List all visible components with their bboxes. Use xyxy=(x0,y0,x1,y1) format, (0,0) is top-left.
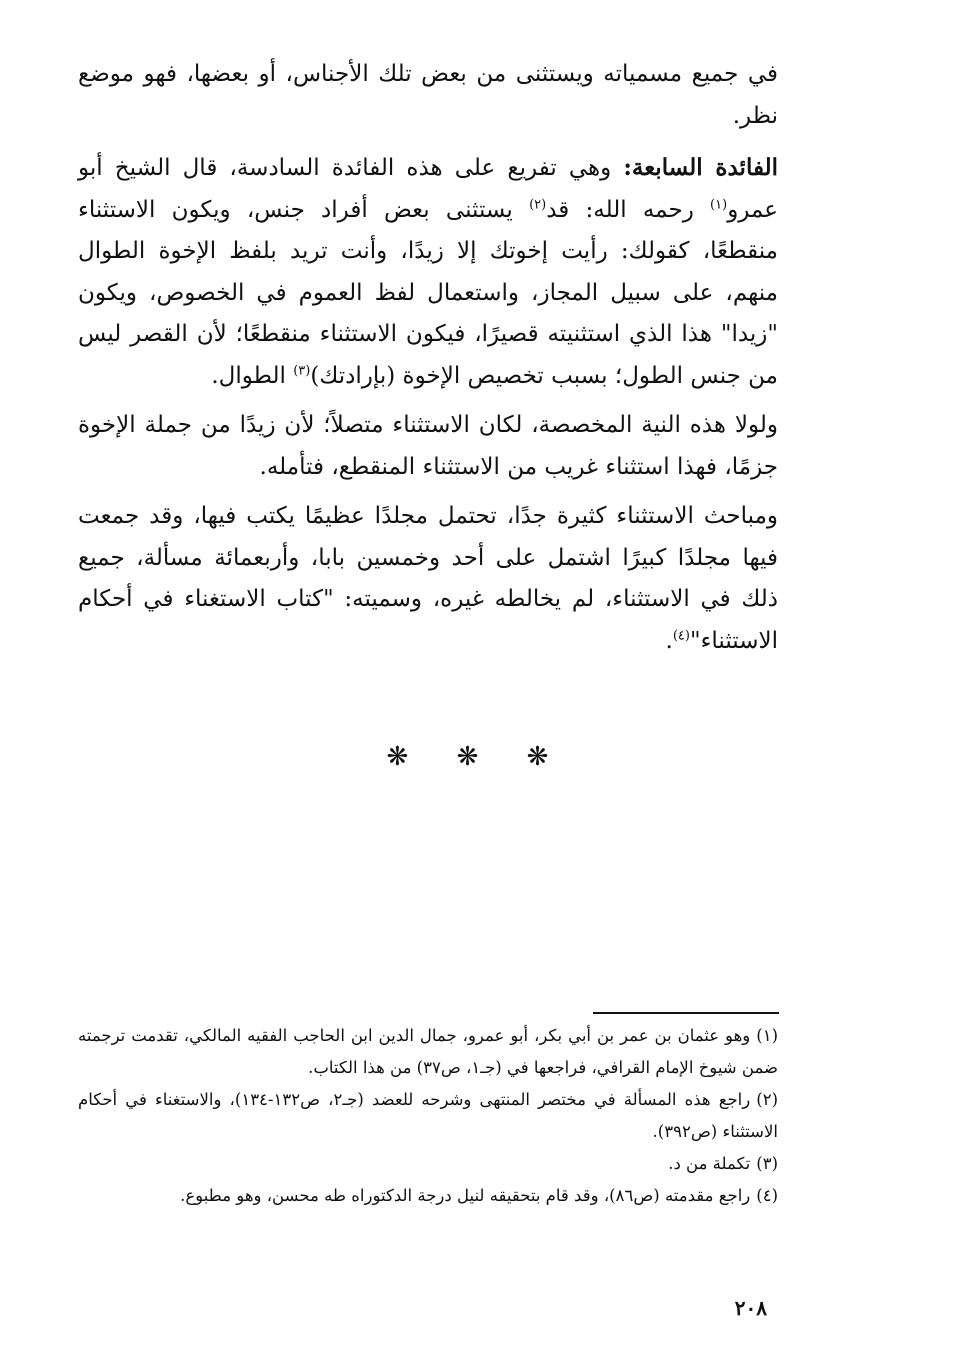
paragraph-2 xyxy=(78,147,778,397)
footnote-number: (٣) xyxy=(756,1154,778,1173)
footnote-1 xyxy=(78,1020,778,1084)
footnote-text: راجع مقدمته (ص٨٦)، وقد قام بتحقيقه لنيل درجة الدكتوراه طه محسن، وهو مطبوع. xyxy=(180,1186,751,1205)
footnote-text: وهو عثمان بن عمر بن أبي بكر، أبو عمرو، جمال الدين ابن الحاجب الفقيه المالكي، تقدمت ترجمته ضمن شيوخ الإمام القرافي، فراجعها في (جـ١، ص٣٧) من هذا الكتاب. xyxy=(78,1026,778,1077)
paragraph-1-text: في جميع مسمياته ويستثنى من بعض تلك الأجناس، أو بعضها، فهو موضع نظر. xyxy=(78,61,778,129)
paragraph-4 xyxy=(78,496,778,662)
footnote-ref-2: (٢) xyxy=(529,196,547,212)
footnote-3 xyxy=(78,1148,778,1180)
paragraph-2-text-b: رحمه الله: قد xyxy=(546,196,711,223)
footnote-ref-3: (٣) xyxy=(293,362,311,378)
footnote-ref-1: (١) xyxy=(710,196,728,212)
paragraph-3-text: ولولا هذه النية المخصصة، لكان الاستثناء متصلاً؛ لأن زيدًا من جملة الإخوة جزمًا، فهذا استثناء غريب من الاستثناء المنقطع، فتأمله. xyxy=(78,412,778,480)
paragraph-2-text-d: الطوال. xyxy=(211,362,294,389)
main-text xyxy=(78,54,778,670)
footnote-number: (١) xyxy=(756,1026,778,1045)
paragraph-4-text-a: ومباحث الاستثناء كثيرة جدًا، تحتمل مجلدًا عظيمًا يكتب فيها، وقد جمعت فيها مجلدًا كبيرًا اشتمل على أحد وخمسين بابا، وأربعمائة مسألة، جميع ذلك في الاستثناء، لم يخالطه غيره، وسميته: "كتاب الاستغناء في أحكام الاستثناء" xyxy=(78,503,778,654)
footnote-ref-4: (٤) xyxy=(672,627,690,643)
footnote-2 xyxy=(78,1084,778,1148)
footnote-text: تكملة من د. xyxy=(668,1154,751,1173)
section-heading: الفائدة السابعة: xyxy=(623,154,778,181)
footnotes xyxy=(78,1020,778,1212)
footnote-4 xyxy=(78,1180,778,1212)
paragraph-2-text-a: وهي تفريع على هذه الفائدة السادسة، قال الشيخ أبو عمرو xyxy=(78,155,779,223)
footnote-number: (٢) xyxy=(756,1090,778,1109)
paragraph-3 xyxy=(78,405,778,488)
paragraph-2-text-c: يستثنى بعض أفراد جنس، ويكون الاستثناء منقطعًا، كقولك: رأيت إخوتك إلا زيدًا، وأنت تريد بلفظ الإخوة الطوال منهم، على سبيل المجاز، واستعمال لفظ العموم في الخصوص، ويكون "زيدا" هذا الذي استثنيته قصيرًا، فيكون الاستثناء منقطعًا؛ لأن القصر ليس من جنس الطول؛ بسبب تخصيص الإخوة (بإرادتك) xyxy=(78,196,778,389)
footnote-divider xyxy=(593,1012,779,1014)
footnote-number: (٤) xyxy=(756,1186,778,1205)
section-separator: ❋ ❋ ❋ xyxy=(386,742,569,772)
footnote-text: راجع هذه المسألة في مختصر المنتهى وشرحه للعضد (جـ٢، ص١٣٢-١٣٤)، والاستغناء في أحكام الاستثناء (ص٣٩٢). xyxy=(78,1090,778,1141)
paragraph-1 xyxy=(78,54,778,137)
page-number: ٢٠٨ xyxy=(734,1296,767,1320)
paragraph-4-text-b: . xyxy=(665,627,673,654)
